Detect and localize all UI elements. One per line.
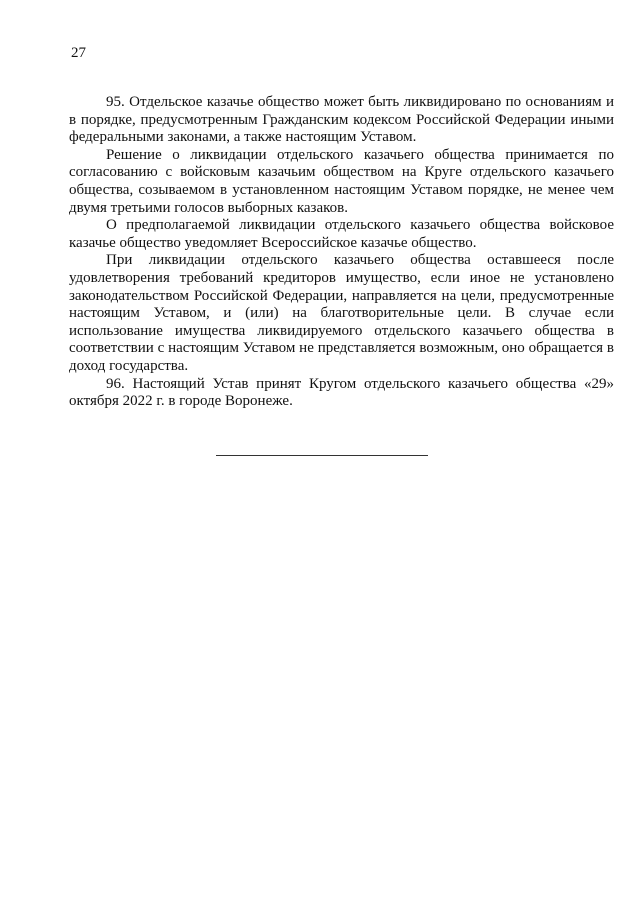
paragraph-96-adoption: 96. Настоящий Устав принят Кругом отдельского казачьего общества «29» октября 2022 г. в городе Воронеже.	[69, 375, 614, 410]
paragraph-liquidation-notice: О предполагаемой ликвидации отдельского казачьего общества войсковое казачье общество уведомляет Всероссийское казачье общество.	[69, 217, 614, 251]
paragraph-liquidation-decision: Решение о ликвидации отдельского казачьего общества принимается по согласованию с войсковым казачьим обществом на Круге отдельского казачьего общества, созываемом в установленном настоящим Уставом порядке, не менее чем двумя третьими голосов выборных казаков.	[69, 146, 614, 216]
document-body	[69, 94, 614, 411]
page-number: 27	[71, 45, 86, 61]
paragraph-remaining-property: При ликвидации отдельского казачьего общества оставшееся после удовлетворения требований кредиторов имущество, если иное не установлено законодательством Российской Федерации, направляется на цели, предусмотренные настоящим Уставом, и (или) на благотворительные цели. В случае если использование имущества ликвидируемого отдельского казачьего общества в соответствии с настоящим Уставом не представляется возможным, оно обращается в доход государства.	[69, 252, 614, 374]
end-of-document-rule	[216, 455, 428, 456]
paragraph-95-liquidation-grounds: 95. Отдельское казачье общество может быть ликвидировано по основаниям и в порядке, предусмотренным Гражданским кодексом Российской Федерации иными федеральными законами, а также настоящим Уставом.	[69, 94, 614, 146]
